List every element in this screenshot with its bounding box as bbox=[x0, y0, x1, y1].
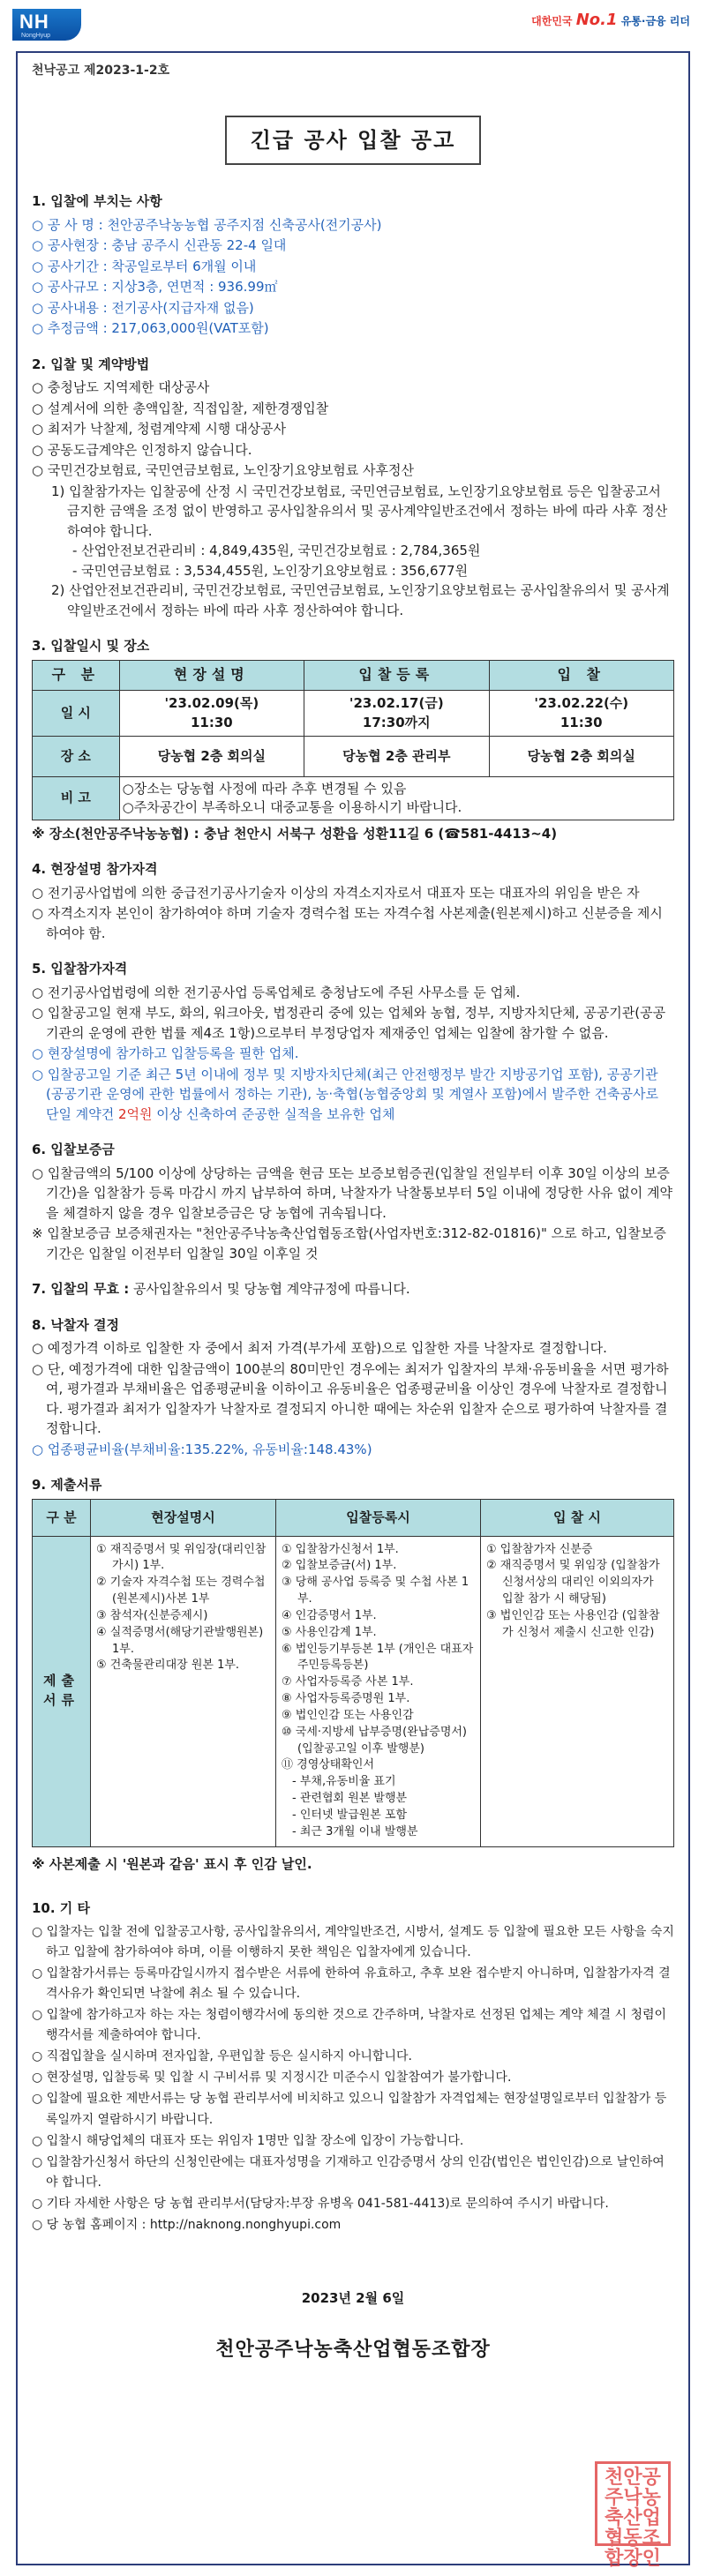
notice-date: 2023년 2월 6일 bbox=[301, 2290, 405, 2307]
notice-title: 긴급 공사 입찰 공고 bbox=[225, 116, 481, 165]
table-cell: '23.02.17(금) 17:30까지 bbox=[304, 690, 489, 736]
list-item: ○ 전기공사업법에 의한 중급전기공사기술자 이상의 자격소지자로서 대표자 또는 대표자의 위임을 받은 자 bbox=[32, 884, 640, 901]
table-header: 입 찰 bbox=[489, 660, 674, 690]
list-item: ○ 최저가 낙찰제, 청렴계약제 시행 대상공사 bbox=[32, 421, 287, 437]
table-row bbox=[33, 1499, 674, 1536]
section-1-title: 1. 입찰에 부치는 사항 bbox=[32, 193, 162, 209]
notice-number: 천낙공고 제2023-1-2호 bbox=[32, 64, 170, 78]
table-cell: '23.02.22(수) 11:30 bbox=[489, 690, 674, 736]
documents-footnote: ※ 사본제출 시 '원본과 같음' 표시 후 인감 날인. bbox=[32, 1855, 312, 1872]
section-10-title: 10. 기 타 bbox=[32, 1900, 90, 1917]
list-item: ③ 법인인감 또는 사용인감 (입찰참가 신청서 제출시 신고한 인감) bbox=[486, 1608, 660, 1639]
list-subitem: 2) 산업안전보건관리비, 국민건강보험료, 국민연금보험료, 노인장기요양보험료는 공사입찰유의서 및 공사계약일반조건에서 정하는 바에 따라 사후 정산하여야 합니다. bbox=[51, 582, 670, 618]
list-item: ⑪ 경영상태확인서 bbox=[282, 1758, 375, 1772]
list-item: ① 입찰참가자 신분증 bbox=[486, 1542, 593, 1556]
row-label: 비 고 bbox=[33, 776, 120, 820]
list-item: ○ 현장설명에 참가하고 입찰등록을 필한 업체. bbox=[32, 1045, 299, 1061]
brand-suffix: 유통·금융 리더 bbox=[620, 15, 690, 27]
documents-table bbox=[32, 1499, 674, 1847]
table-cell bbox=[276, 1536, 481, 1846]
brand-slogan bbox=[531, 11, 690, 29]
list-subitem: - 최근 3개월 이내 발행분 bbox=[292, 1824, 418, 1838]
list-item: ○ 자격소지자 본인이 참가하여야 하며 기술자 경력수첩 또는 자격수첩 사본제출(원본제시)하고 신분증을 제시하여야 함. bbox=[32, 905, 663, 941]
section-8-title: 8. 낙찰자 결정 bbox=[32, 1316, 120, 1333]
list-item: ② 입찰보증금(서) 1부. bbox=[282, 1559, 397, 1573]
list-item: ○ 예정가격 이하로 입찰한 자 중에서 최저 가격(부가세 포함)으로 입찰한 자를 낙찰자로 결정합니다. bbox=[32, 1340, 607, 1356]
table-header: 입 찰 시 bbox=[481, 1499, 674, 1536]
qualification-text: ○ 입찰공고일 기준 최근 5년 이내에 정부 및 지방자치단체(최근 안전행정부 발간 지방공기업 포함), 공공기관(공공기관 운영에 관한 법률에서 정하는 기관), 농·축협(농협중앙회 및 계열사 포함)에서 발주한 건축공사로 단일 계약건 bbox=[32, 1066, 658, 1122]
list-item: ④ 인감증명서 1부. bbox=[282, 1608, 377, 1622]
list-subitem: 1) 입찰참가자는 입찰공에 산정 시 국민건강보험료, 국민연금보험료, 노인장기요양보험료 등은 입찰공고서 금지한 금액을 조정 없이 반영하고 공사입찰유의서 및 공사계약일반조건에서 정하는 바에 따라 사후 정산 하여야 합니다. bbox=[51, 483, 668, 539]
section-10-list bbox=[32, 1922, 674, 2235]
logo-text: NH bbox=[19, 11, 49, 33]
issuer-signature: 천안공주낙농축산업협동조합장 bbox=[215, 2338, 491, 2361]
list-item: ○ 충청남도 지역제한 대상공사 bbox=[32, 379, 210, 395]
table-cell: 당농협 2층 관리부 bbox=[304, 736, 489, 776]
nh-logo bbox=[12, 9, 81, 41]
list-item: ○ 공사내용 : 전기공사(지급자재 없음) bbox=[32, 299, 254, 316]
section-7 bbox=[32, 1279, 674, 1299]
list-item: ○ 직접입찰을 실시하며 전자입찰, 우편입찰 등은 실시하지 아니합니다. bbox=[32, 2049, 412, 2064]
list-subitem: - 부채,유동비율 표기 bbox=[292, 1775, 396, 1789]
list-item: ⑨ 법인인감 또는 사용인감 bbox=[282, 1708, 414, 1722]
list-item: ○ 입찰시 해당업체의 대표자 또는 위임자 1명만 입찰 장소에 입장이 가능합니다. bbox=[32, 2133, 464, 2148]
list-item: ○ 입찰참가서류는 등록마감일시까지 접수받은 서류에 한하여 유효하고, 추후 보완 접수받지 아니하며, 입찰참가자격 결격사유가 확인되면 낙찰에 취소 될 수 있습니다. bbox=[32, 1966, 671, 2001]
list-item: ③ 참석자(신분증제시) bbox=[96, 1608, 208, 1622]
list-item: ○ 입찰에 필요한 제반서류는 당 농협 관리부서에 비치하고 있으니 입찰참가 자격업체는 현장설명일로부터 입찰참가 등록일까지 열람하시기 바랍니다. bbox=[32, 2092, 667, 2127]
section-1-list bbox=[32, 215, 674, 339]
table-cell: ○장소는 당농협 사정에 따라 추후 변경될 수 있음 ○주차공간이 부족하오니 대중교통을 이용하시기 바랍니다. bbox=[119, 776, 673, 820]
list-item: ② 재직증명서 및 위임장 (입찰참가 신청서상의 대리인 이외의자가 입찰 참가 시 해당됨) bbox=[486, 1559, 660, 1606]
list-item: ① 재직증명서 및 위임장(대리인참가시) 1부. bbox=[96, 1542, 267, 1573]
table-row bbox=[33, 1536, 674, 1846]
list-subitem: - 산업안전보건관리비 : 4,849,435원, 국민건강보험료 : 2,784,365원 bbox=[72, 543, 481, 558]
venue-address: ※ 장소(천안공주낙농농협) : 충남 천안시 서북구 성환읍 성환11길 6 (☎581-4413~4) bbox=[32, 825, 558, 842]
list-item: ① 입찰참가신청서 1부. bbox=[282, 1542, 399, 1556]
list-item: ⑩ 국세·지방세 납부증명(완납증명서) (입찰공고일 이후 발행분) bbox=[282, 1725, 468, 1756]
brand-prefix: 대한민국 bbox=[531, 15, 573, 27]
official-seal bbox=[595, 2461, 671, 2571]
table-cell bbox=[91, 1536, 276, 1846]
section-4-title: 4. 현장설명 참가자격 bbox=[32, 861, 158, 877]
list-item: ④ 실적증명서(해당기관발행원본) 1부. bbox=[96, 1625, 264, 1656]
list-item: ○ 공 사 명 : 천안공주낙농농협 공주지점 신축공사(전기공사) bbox=[32, 216, 382, 233]
section-3-title: 3. 입찰일시 및 장소 bbox=[32, 638, 150, 654]
notice-sheet bbox=[16, 51, 690, 2571]
table-header: 입찰등록 bbox=[304, 660, 489, 690]
list-item: ⑥ 법인등기부등본 1부 (개인은 대표자 주민등록등본) bbox=[282, 1642, 474, 1673]
table-cell: 당농협 2층 회의실 bbox=[489, 736, 674, 776]
table-header: 구 분 bbox=[33, 660, 120, 690]
list-item: ○ 국민건강보험료, 국민연금보험료, 노인장기요양보험료 사후정산 bbox=[32, 462, 414, 478]
table-row bbox=[33, 690, 674, 736]
table-cell bbox=[481, 1536, 674, 1846]
list-item: ○ 전기공사업법령에 의한 전기공사업 등록업체로 충청남도에 주된 사무소를 둔 업체. bbox=[32, 984, 521, 1000]
section-2-title: 2. 입찰 및 계약방법 bbox=[32, 356, 150, 372]
section-7-title: 7. 입찰의 무효 : bbox=[32, 1281, 130, 1297]
top-bar bbox=[0, 0, 706, 51]
list-item: ○ 업종평균비율(부채비율:135.22%, 유동비율:148.43%) bbox=[32, 1441, 372, 1457]
list-subitem: - 인터넷 발급원본 포함 bbox=[292, 1808, 408, 1822]
list-item: ⑧ 사업자등록증명원 1부. bbox=[282, 1692, 410, 1706]
section-6-title: 6. 입찰보증금 bbox=[32, 1142, 115, 1157]
table-row bbox=[33, 776, 674, 820]
list-item: ② 기술자 자격수첩 또는 경력수첩(원본제시)사본 1부 bbox=[96, 1576, 266, 1606]
list-item: ○ 당 농협 홈페이지 : http://naknong.nonghyupi.com bbox=[32, 2218, 342, 2232]
table-header: 현장설명 bbox=[119, 660, 304, 690]
list-item: ○ 단, 예정가격에 대한 입찰금액이 100분의 80미만인 경우에는 최저가 입찰자의 부채·유동비율을 서면 평가하여, 평가결과 부채비율은 업종평균비율 이하이고 유동비율은 업종평균비율 이상인 경우에 낙찰자로 결정합니다. 평가결과 최저가 입찰자가 낙찰자로 결정되지 아니한 때에는 차순위 입찰자 순으로 평가하여 낙찰자를 결정합니다. bbox=[32, 1360, 669, 1436]
list-item bbox=[32, 1065, 674, 1125]
list-item: ⑤ 사용인감계 1부. bbox=[282, 1625, 377, 1639]
list-item: ○ 입찰금액의 5/100 이상에 상당하는 금액을 현금 또는 보증보험증권(입찰일 전일부터 이후 30일 이상의 보증기간)을 입찰참가 등록 마감시 까지 납부하여 하며, 낙찰자가 낙찰통보부터 5일 이내에 정당한 사유 없이 계약을 체결하지 않을 경우 입찰보증금은 당 농협에 귀속됩니다. bbox=[32, 1164, 672, 1221]
qualification-text-end: 이상 신축하여 준공한 실적을 보유한 업체 bbox=[152, 1105, 395, 1122]
table-header: 구 분 bbox=[33, 1499, 91, 1536]
list-item: ○ 입찰자는 입찰 전에 입찰공고사항, 공사입찰유의서, 계약일반조건, 시방서, 설계도 등 입찰에 필요한 모든 사항을 숙지하고 입찰에 참가하여야 하며, 이를 이행하지 못한 책임은 입찰자에게 있습니다. bbox=[32, 1924, 674, 1959]
schedule-table bbox=[32, 660, 674, 820]
list-item: ○ 입찰참가신청서 하단의 신청인란에는 대표자성명을 기재하고 인감증명서 상의 인감(법인은 법인인감)으로 날인하여야 합니다. bbox=[32, 2154, 665, 2190]
seal-text: 천안공주낙농축산업협동조합장인 bbox=[605, 2467, 661, 2571]
table-cell: '23.02.09(목) 11:30 bbox=[119, 690, 304, 736]
list-item: ③ 당해 공사업 등록증 및 수첩 사본 1부. bbox=[282, 1576, 469, 1606]
logo-subtext: NongHyup bbox=[21, 33, 51, 39]
list-subitem: - 관련협회 원본 발행분 bbox=[292, 1792, 408, 1806]
table-cell: 당농협 2층 회의실 bbox=[119, 736, 304, 776]
list-item: ○ 공사규모 : 지상3층, 연면적 : 936.99㎡ bbox=[32, 279, 278, 295]
list-item: ※ 입찰보증금 보증채권자는 "천안공주낙농축산업협동조합(사업자번호:312-82-01816)" 으로 하고, 입찰보증기간은 입찰일 이전부터 입찰일 30일 이후일 것 bbox=[32, 1225, 666, 1262]
list-item: ○ 추정금액 : 217,063,000원(VAT포함) bbox=[32, 320, 269, 336]
table-row bbox=[33, 736, 674, 776]
section-5-title: 5. 입찰참가자격 bbox=[32, 961, 128, 977]
table-header: 입찰등록시 bbox=[276, 1499, 481, 1536]
list-item: ⑤ 건축물관리대장 원본 1부. bbox=[96, 1659, 240, 1673]
list-item: ○ 현장설명, 입찰등록 및 입찰 시 구비서류 및 지정시간 미준수시 입찰참여가 불가합니다. bbox=[32, 2071, 512, 2086]
brand-no1: No.1 bbox=[575, 11, 618, 29]
section-7-text: 공사입찰유의서 및 당농협 계약규정에 따릅니다. bbox=[129, 1281, 410, 1297]
list-item: ○ 기타 자세한 사항은 당 농협 관리부서(담당자:부장 유병옥 041-581-4413)로 문의하여 주시기 바랍니다. bbox=[32, 2196, 609, 2211]
qualification-amount: 2억원 bbox=[118, 1105, 153, 1122]
section-2-list bbox=[32, 378, 674, 620]
list-subitem: - 국민연금보험료 : 3,534,455원, 노인장기요양보험료 : 356,677원 bbox=[72, 562, 469, 579]
table-header: 현장설명시 bbox=[91, 1499, 276, 1536]
row-label: 장 소 bbox=[33, 736, 120, 776]
table-row bbox=[33, 660, 674, 690]
list-item: ⑦ 사업자등록증 사본 1부. bbox=[282, 1675, 414, 1689]
row-label: 제출서류 bbox=[33, 1536, 91, 1846]
list-item: ○ 공동도급계약은 인정하지 않습니다. bbox=[32, 441, 252, 458]
list-item: ○ 설계서에 의한 총액입찰, 직접입찰, 제한경쟁입찰 bbox=[32, 400, 329, 416]
section-9-title: 9. 제출서류 bbox=[32, 1477, 102, 1493]
list-item: ○ 입찰공고일 현재 부도, 화의, 워크아웃, 법정관리 중에 있는 업체와 농협, 정부, 지방자치단체, 공공기관(공공기관의 운영에 관한 법률 제4조 1항)으로부터 부정당업자 제재중인 업체는 입찰에 참가할 수 없음. bbox=[32, 1005, 666, 1041]
list-item: ○ 공사현장 : 충남 공주시 신관동 22-4 일대 bbox=[32, 237, 287, 253]
list-item: ○ 공사기간 : 착공일로부터 6개월 이내 bbox=[32, 258, 257, 274]
row-label: 일 시 bbox=[33, 690, 120, 736]
list-item: ○ 입찰에 참가하고자 하는 자는 청렴이행각서에 동의한 것으로 간주하며, 낙찰자로 선정된 업체는 계약 체결 시 청렴이행각서를 제출하여야 합니다. bbox=[32, 2008, 667, 2043]
